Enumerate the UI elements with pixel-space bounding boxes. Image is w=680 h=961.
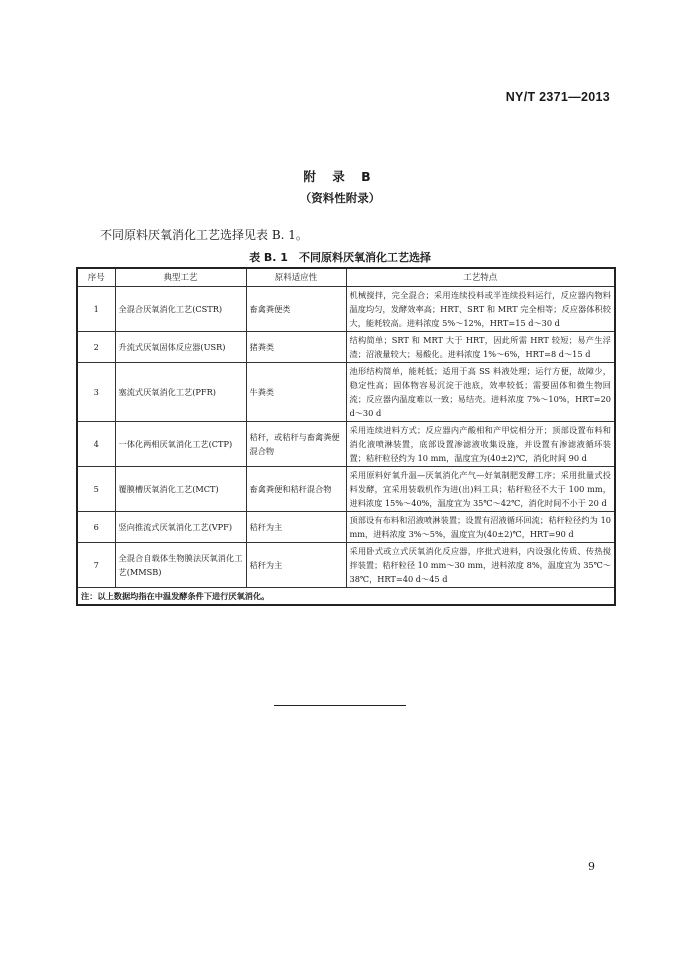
page-number: 9 xyxy=(588,860,595,873)
header-material: 原料适应性 xyxy=(246,268,346,287)
row-material: 畜禽粪便类 xyxy=(246,287,346,332)
row-process: 覆膜槽厌氧消化工艺(MCT) xyxy=(115,467,246,512)
row-features: 采用连续进料方式；反应器内产酸相和产甲烷相分开；顶部设置布料和消化液喷淋装置，底部设置渗滤液收集设施，并设置有渗滤液循环装置；秸秆粒径约为 10 mm，温度宜为(40±2)℃，消化时间 90 d xyxy=(346,422,615,467)
header-process: 典型工艺 xyxy=(115,268,246,287)
table-note: 注：以上数据均指在中温发酵条件下进行厌氧消化。 xyxy=(77,588,615,606)
header-no: 序号 xyxy=(77,268,115,287)
row-no: 4 xyxy=(77,422,115,467)
row-features: 结构简单；SRT 和 MRT 大于 HRT，因此所需 HRT 较短；易产生浮渣；沼液量较大；易酸化。进料浓度 1%～6%，HRT=8 d～15 d xyxy=(346,332,615,363)
row-process: 全混合厌氧消化工艺(CSTR) xyxy=(115,287,246,332)
end-of-appendix-rule xyxy=(274,705,406,706)
appendix-title: 附 录 B xyxy=(303,169,377,184)
table-header-row xyxy=(77,268,615,287)
row-no: 5 xyxy=(77,467,115,512)
row-material: 牛粪类 xyxy=(246,363,346,422)
row-features: 池形结构简单，能耗低；适用于高 SS 料液处理；运行方便，故障少，稳定性高；固体物容易沉淀于池底，效率较低；需要固体和微生物回流；反应器内温度难以一致；易结壳。进料浓度 7%～10%，HRT=20 d～30 d xyxy=(346,363,615,422)
row-process: 一体化两相厌氧消化工艺(CTP) xyxy=(115,422,246,467)
table-row xyxy=(77,363,615,422)
intro-paragraph: 不同原料厌氧消化工艺选择见表 B. 1。 xyxy=(100,228,308,242)
table-row xyxy=(77,287,615,332)
row-material: 秸秆为主 xyxy=(246,543,346,588)
row-no: 7 xyxy=(77,543,115,588)
table-caption: 表 B. 1 不同原料厌氧消化工艺选择 xyxy=(249,251,431,264)
row-material: 猪粪类 xyxy=(246,332,346,363)
row-no: 2 xyxy=(77,332,115,363)
row-no: 6 xyxy=(77,512,115,543)
row-process: 升流式厌氧固体反应器(USR) xyxy=(115,332,246,363)
row-no: 3 xyxy=(77,363,115,422)
row-material: 秸秆为主 xyxy=(246,512,346,543)
table-row xyxy=(77,467,615,512)
table-note-row xyxy=(77,588,615,606)
row-no: 1 xyxy=(77,287,115,332)
table-row xyxy=(77,422,615,467)
row-material: 秸秆，或秸秆与畜禽粪便混合物 xyxy=(246,422,346,467)
row-features: 顶部设有布料和沼液喷淋装置；设置有沼液循环回流；秸秆粒径约为 10 mm，进料浓度 3%～5%，温度宜为(40±2)℃，HRT=90 d xyxy=(346,512,615,543)
row-process: 全混合自载体生物膜法厌氧消化工艺(MMSB) xyxy=(115,543,246,588)
header-features: 工艺特点 xyxy=(346,268,615,287)
row-features: 采用卧式或立式厌氧消化反应器，序批式进料，内设强化传质、传热搅拌装置；秸秆粒径 10 mm～30 mm，进料浓度 8%，温度宜为 35℃～38℃，HRT=40 d～45 d xyxy=(346,543,615,588)
appendix-subtitle: （资料性附录） xyxy=(299,191,381,205)
table-row xyxy=(77,332,615,363)
row-process: 塞流式厌氧消化工艺(PFR) xyxy=(115,363,246,422)
table-row xyxy=(77,543,615,588)
row-features: 采用原料好氧升温—厌氧消化产气—好氧制肥发酵工序；采用批量式投料发酵，宜采用装载机作为进(出)料工具；秸秆粒径不大于 100 mm，进料浓度 15%～40%，温度宜为 35℃～42℃，消化时间不小于 20 d xyxy=(346,467,615,512)
row-features: 机械搅拌，完全混合；采用连续投料或半连续投料运行，反应器内物料温度均匀，发酵效率高；HRT、SRT 和 MRT 完全相等；反应器体积较大，能耗较高。进料浓度 5%～12%，HRT=15 d～30 d xyxy=(346,287,615,332)
standard-code: NY/T 2371—2013 xyxy=(505,90,610,104)
row-material: 畜禽粪便和秸秆混合物 xyxy=(246,467,346,512)
process-selection-table xyxy=(76,267,616,606)
table-row xyxy=(77,512,615,543)
row-process: 竖向推流式厌氧消化工艺(VPF) xyxy=(115,512,246,543)
